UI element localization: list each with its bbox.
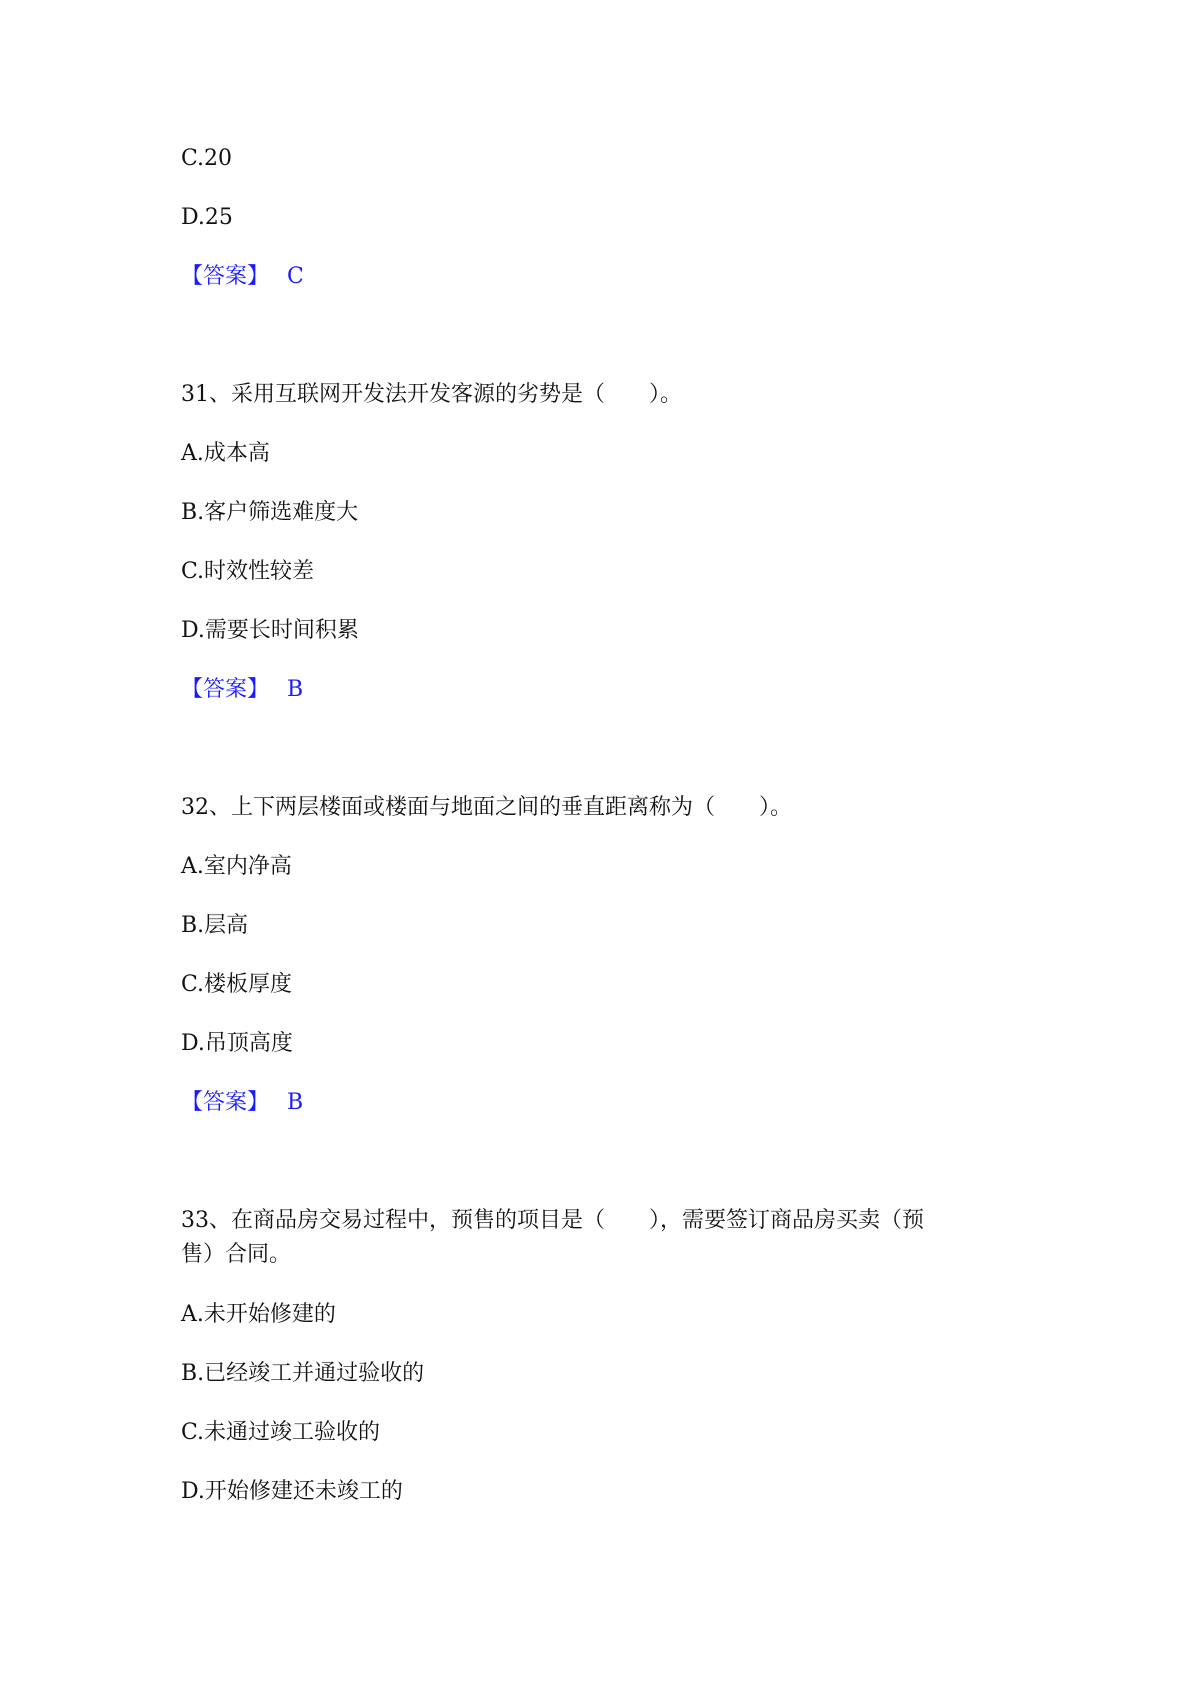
option-b-q32: B.层高 bbox=[181, 913, 249, 938]
answer-q31 bbox=[181, 675, 303, 705]
option-d-q31: D.需要长时间积累 bbox=[181, 618, 359, 643]
option-a-q33: A.未开始修建的 bbox=[181, 1302, 336, 1327]
answer-value: B bbox=[287, 677, 304, 702]
question-32: 32、上下两层楼面或楼面与地面之间的垂直距离称为（ ）。 bbox=[181, 795, 792, 820]
question-31: 31、采用互联网开发法开发客源的劣势是（ ）。 bbox=[181, 382, 682, 407]
option-d-q30: D.25 bbox=[181, 205, 233, 230]
option-d-q33: D.开始修建还未竣工的 bbox=[181, 1479, 403, 1504]
option-a-q31: A.成本高 bbox=[181, 441, 270, 466]
option-d-q32: D.吊顶高度 bbox=[181, 1031, 293, 1056]
answer-value: B bbox=[287, 1090, 304, 1115]
option-b-q31: B.客户筛选难度大 bbox=[181, 500, 359, 525]
option-b-q33: B.已经竣工并通过验收的 bbox=[181, 1361, 425, 1386]
option-c-q31: C.时效性较差 bbox=[181, 559, 315, 584]
answer-label: 【答案】 bbox=[181, 677, 270, 702]
answer-q30 bbox=[181, 262, 304, 292]
option-c-q30: C.20 bbox=[181, 146, 233, 171]
answer-value: C bbox=[287, 264, 304, 289]
question-33-line-1: 33、在商品房交易过程中，预售的项目是（ ），需要签订商品房买卖（预 bbox=[181, 1208, 924, 1233]
answer-label: 【答案】 bbox=[181, 1090, 270, 1115]
option-c-q33: C.未通过竣工验收的 bbox=[181, 1420, 381, 1445]
option-a-q32: A.室内净高 bbox=[181, 854, 292, 879]
answer-q32 bbox=[181, 1088, 303, 1118]
answer-label: 【答案】 bbox=[181, 264, 270, 289]
option-c-q32: C.楼板厚度 bbox=[181, 972, 293, 997]
question-33-line-2: 售）合同。 bbox=[181, 1242, 292, 1267]
